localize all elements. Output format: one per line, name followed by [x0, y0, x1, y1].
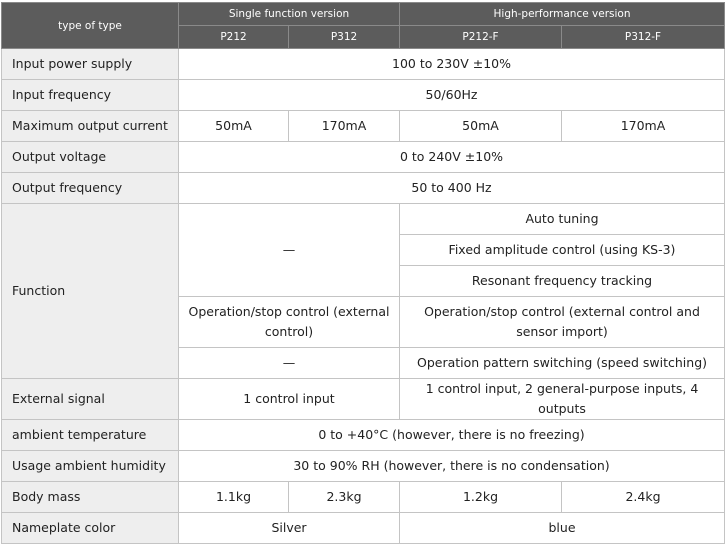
table-row	[2, 173, 725, 204]
high-performance-header: High-performance version	[400, 3, 725, 26]
table-row	[2, 80, 725, 111]
row-label: External signal	[2, 379, 179, 420]
cell-value: 1 control input	[179, 379, 400, 420]
table-row	[2, 420, 725, 451]
model-p212f-header: P212-F	[400, 26, 562, 49]
cell-value: —	[179, 348, 400, 379]
cell-value: 170mA	[289, 111, 400, 142]
row-label: Output frequency	[2, 173, 179, 204]
model-p312f-header: P312-F	[562, 26, 725, 49]
table-row	[2, 451, 725, 482]
cell-value: 1.2kg	[400, 482, 562, 513]
cell-value: 0 to +40°C (however, there is no freezing)	[179, 420, 725, 451]
cell-value: Silver	[179, 513, 400, 544]
table-row	[2, 379, 725, 420]
row-label: Output voltage	[2, 142, 179, 173]
cell-value: Fixed amplitude control (using KS-3)	[400, 235, 725, 266]
cell-value: —	[179, 204, 400, 297]
row-label: Usage ambient humidity	[2, 451, 179, 482]
cell-value: 1.1kg	[179, 482, 289, 513]
row-label: Nameplate color	[2, 513, 179, 544]
single-function-header: Single function version	[179, 3, 400, 26]
cell-value: Operation/stop control (external control)	[179, 297, 400, 348]
cell-value: 2.4kg	[562, 482, 725, 513]
cell-value: 50/60Hz	[179, 80, 725, 111]
row-label: ambient temperature	[2, 420, 179, 451]
table-row	[2, 142, 725, 173]
cell-value: 2.3kg	[289, 482, 400, 513]
table-row	[2, 49, 725, 80]
cell-value: 1 control input, 2 general-purpose inputs, 4 outputs	[400, 379, 725, 420]
row-label: Input power supply	[2, 49, 179, 80]
table-row	[2, 204, 725, 235]
type-header: type of type	[2, 3, 179, 49]
model-p212-header: P212	[179, 26, 289, 49]
model-p312-header: P312	[289, 26, 400, 49]
row-label: Input frequency	[2, 80, 179, 111]
row-label: Maximum output current	[2, 111, 179, 142]
cell-value: Operation/stop control (external control and sensor import)	[400, 297, 725, 348]
cell-value: 50 to 400 Hz	[179, 173, 725, 204]
row-label: Body mass	[2, 482, 179, 513]
cell-value: 0 to 240V ±10%	[179, 142, 725, 173]
cell-value: 100 to 230V ±10%	[179, 49, 725, 80]
cell-value: blue	[400, 513, 725, 544]
cell-value: Operation pattern switching (speed switching)	[400, 348, 725, 379]
cell-value: 30 to 90% RH (however, there is no condensation)	[179, 451, 725, 482]
cell-value: 50mA	[179, 111, 289, 142]
table-row	[2, 482, 725, 513]
row-label: Function	[2, 204, 179, 379]
cell-value: 50mA	[400, 111, 562, 142]
cell-value: Resonant frequency tracking	[400, 266, 725, 297]
table-row	[2, 111, 725, 142]
table-row	[2, 513, 725, 544]
cell-value: 170mA	[562, 111, 725, 142]
cell-value: Auto tuning	[400, 204, 725, 235]
spec-table	[1, 2, 725, 544]
